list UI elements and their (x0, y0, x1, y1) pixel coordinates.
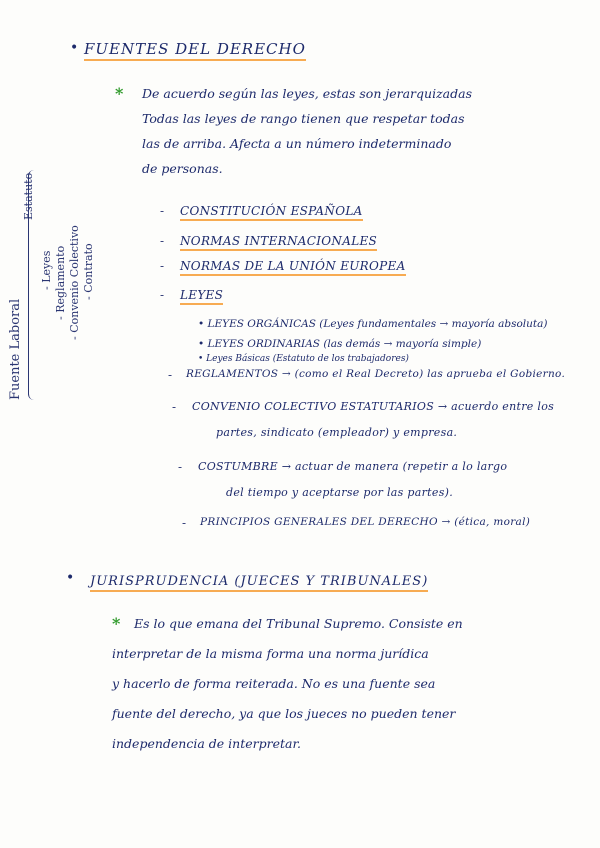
margin-list-item: - Convenio Colectivo (68, 225, 81, 340)
item-dash: - (160, 234, 165, 248)
section1-star-icon: * (115, 84, 124, 103)
item-normas-ue: NORMAS DE LA UNIÓN EUROPEA (180, 259, 406, 276)
section2-title: JURISPRUDENCIA (JUECES Y TRIBUNALES) (90, 574, 428, 592)
section2-para-line: Es lo que emana del Tribunal Supremo. Consiste en (134, 616, 463, 631)
item-dash: - (172, 400, 177, 414)
item-constitucion: CONSTITUCIÓN ESPAÑOLA (180, 204, 363, 221)
leyes-sub-item: • LEYES ORDINARIAS (las demás → mayoría simple) (198, 338, 482, 350)
section1-title: FUENTES DEL DERECHO (84, 40, 306, 61)
item-dash: - (182, 516, 187, 530)
margin-notes (2, 160, 97, 410)
section2-para-line: interpretar de la misma forma una norma jurídica (112, 646, 429, 661)
item-dash: - (168, 368, 173, 382)
item-dash: - (160, 288, 165, 302)
item-convenio: CONVENIO COLECTIVO ESTATUTARIOS → acuerdo entre los (192, 400, 555, 413)
section1-bullet: • (70, 40, 79, 56)
item-costumbre: COSTUMBRE → actuar de manera (repetir a lo largo (198, 460, 508, 473)
item-leyes: LEYES (180, 288, 223, 305)
item-principios: PRINCIPIOS GENERALES DEL DERECHO → (ética, moral) (200, 516, 531, 528)
margin-list-item: - Leyes (40, 250, 53, 290)
item-dash: - (160, 204, 165, 218)
item-costumbre-cont: del tiempo y aceptarse por las partes). (226, 486, 454, 499)
section2-para-line: y hacerlo de forma reiterada. No es una fuente sea (112, 676, 436, 691)
section2-para-line: independencia de interpretar. (112, 736, 302, 751)
section1-para-line: De acuerdo según las leyes, estas son jerarquizadas (142, 86, 472, 101)
section1-para-line: de personas. (142, 161, 223, 176)
section2-star-icon: * (112, 614, 121, 633)
section1-para-line: Todas las leyes de rango tienen que respetar todas (142, 111, 465, 126)
leyes-sub-item: • Leyes Básicas (Estatuto de los trabajadores) (198, 354, 409, 364)
item-convenio-cont: partes, sindicato (empleador) y empresa. (216, 426, 458, 439)
item-normas-internacionales: NORMAS INTERNACIONALES (180, 234, 377, 251)
section1-para-line: las de arriba. Afecta a un número indeterminado (142, 136, 452, 151)
margin-top-word: Estatuto (22, 172, 35, 220)
margin-brace-label: Fuente Laboral (8, 298, 23, 400)
item-dash: - (160, 259, 165, 273)
margin-list-item: - Contrato (82, 243, 95, 300)
section2-para-line: fuente del derecho, ya que los jueces no pueden tener (112, 706, 456, 721)
item-reglamentos: REGLAMENTOS → (como el Real Decreto) las aprueba el Gobierno. (186, 368, 566, 380)
leyes-sub-item: • LEYES ORGÁNICAS (Leyes fundamentales → mayoría absoluta) (198, 318, 548, 330)
section2-bullet: • (66, 570, 75, 586)
item-dash: - (178, 460, 183, 474)
margin-list-item: - Reglamento (54, 245, 67, 320)
